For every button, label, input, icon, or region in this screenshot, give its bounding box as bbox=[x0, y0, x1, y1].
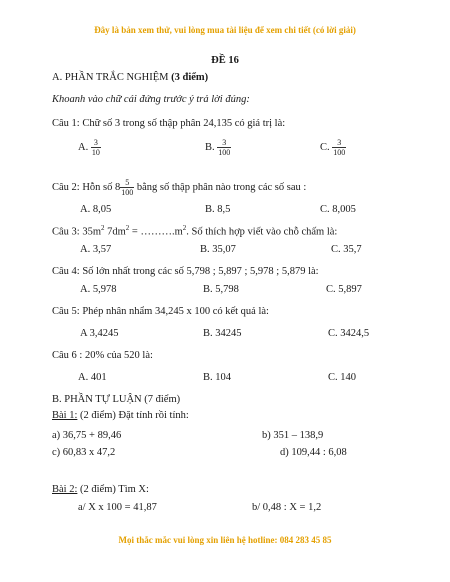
bai1-rest: (2 điểm) Đặt tính rồi tính: bbox=[77, 410, 189, 421]
section-a-points: (3 điểm) bbox=[171, 72, 209, 83]
q4-option-b: B. 5,798 bbox=[203, 284, 239, 295]
q1-a-den: 10 bbox=[91, 148, 100, 157]
q2-text bbox=[52, 178, 306, 197]
q3-option-a: A. 3,57 bbox=[80, 244, 112, 255]
bai1-label: Bài 1: bbox=[52, 410, 78, 421]
q1-b-den: 100 bbox=[218, 148, 231, 157]
q1-text: Câu 1: Chữ số 3 trong số thập phân 24,135 có giá trị là: bbox=[52, 118, 286, 129]
bai1-item-a: a) 36,75 + 89,46 bbox=[52, 430, 122, 441]
q2-frac-den: 100 bbox=[121, 188, 134, 197]
exam-title: ĐỀ 16 bbox=[211, 55, 239, 66]
bai2-label: Bài 2: bbox=[52, 484, 78, 495]
q1-c-label: C. bbox=[320, 141, 330, 153]
q3-text bbox=[52, 224, 337, 238]
q1-option-b bbox=[205, 138, 231, 157]
bai2-item-a: a/ X x 100 = 41,87 bbox=[78, 502, 157, 513]
q1-a-label: A. bbox=[78, 141, 89, 153]
bai1-item-d: d) 109,44 : 6,08 bbox=[280, 447, 347, 458]
bai1-heading bbox=[52, 410, 189, 421]
q6-text: Câu 6 : 20% của 520 là: bbox=[52, 350, 153, 361]
section-a-heading bbox=[52, 72, 208, 83]
q3-sup3: 2 bbox=[182, 224, 187, 232]
q1-option-a bbox=[78, 138, 101, 157]
q5-option-a: A 3,4245 bbox=[80, 328, 119, 339]
q3-p2: 7dm bbox=[104, 226, 126, 238]
header-banner: Đây là bản xem thử, vui lòng mua tài liệu để xem chi tiết (có lời giải) bbox=[94, 25, 356, 35]
q2-option-b: B. 8,5 bbox=[205, 204, 231, 215]
q5-option-b: B. 34245 bbox=[203, 328, 242, 339]
q2-frac-num: 5 bbox=[125, 178, 130, 187]
section-a-heading-text: A. PHẦN TRẮC NGHIỆM bbox=[52, 72, 169, 83]
q1-c-num: 3 bbox=[337, 138, 342, 147]
q3-p3: = ……….m bbox=[129, 226, 183, 238]
q2-suffix: bằng số thập phân nào trong các số sau : bbox=[134, 181, 307, 193]
q1-b-fraction bbox=[217, 138, 231, 157]
q3-option-c: C. 35,7 bbox=[331, 244, 362, 255]
q1-option-c bbox=[320, 138, 346, 157]
q1-b-label: B. bbox=[205, 141, 215, 153]
q2-fraction bbox=[120, 178, 134, 197]
q2-option-c: C. 8,005 bbox=[320, 204, 356, 215]
q5-text: Câu 5: Phép nhân nhẩm 34,245 x 100 có kết quả là: bbox=[52, 306, 269, 317]
q4-text: Câu 4: Số lớn nhất trong các số 5,798 ; 5,897 ; 5,978 ; 5,879 là: bbox=[52, 266, 319, 277]
q1-b-num: 3 bbox=[222, 138, 227, 147]
q1-c-den: 100 bbox=[333, 148, 346, 157]
bai1-item-c: c) 60,83 x 47,2 bbox=[52, 447, 116, 458]
q3-sup2: 2 bbox=[125, 224, 130, 232]
q4-option-a: A. 5,978 bbox=[80, 284, 117, 295]
footer-banner: Mọi thắc mắc vui lòng xin liên hệ hotline: 084 283 45 85 bbox=[118, 535, 332, 545]
bai2-heading bbox=[52, 484, 149, 495]
q2-prefix: Câu 2: Hỗn số 8 bbox=[52, 181, 121, 193]
q1-c-fraction bbox=[332, 138, 346, 157]
q1-a-fraction bbox=[91, 138, 101, 157]
q4-option-c: C. 5,897 bbox=[326, 284, 362, 295]
q2-option-a: A. 8,05 bbox=[80, 204, 112, 215]
q6-option-b: B. 104 bbox=[203, 372, 232, 383]
section-b-heading: B. PHẦN TỰ LUẬN (7 điểm) bbox=[52, 394, 181, 405]
q3-p1: Câu 3: 35m bbox=[52, 226, 101, 238]
q6-option-a: A. 401 bbox=[78, 372, 107, 383]
section-a-instruction: Khoanh vào chữ cái đứng trước ý trả lời đúng: bbox=[52, 94, 250, 105]
q5-option-c: C. 3424,5 bbox=[328, 328, 370, 339]
q6-option-c: C. 140 bbox=[328, 372, 357, 383]
q3-p4: . Số thích hợp viết vào chỗ chấm là: bbox=[186, 226, 338, 238]
bai1-item-b: b) 351 – 138,9 bbox=[262, 430, 324, 441]
bai2-item-b: b/ 0,48 : X = 1,2 bbox=[252, 502, 322, 513]
q3-option-b: B. 35,07 bbox=[200, 244, 236, 255]
q3-sup1: 2 bbox=[101, 224, 105, 232]
q1-a-num: 3 bbox=[93, 138, 98, 147]
bai2-rest: (2 điểm) Tìm X: bbox=[77, 484, 149, 495]
